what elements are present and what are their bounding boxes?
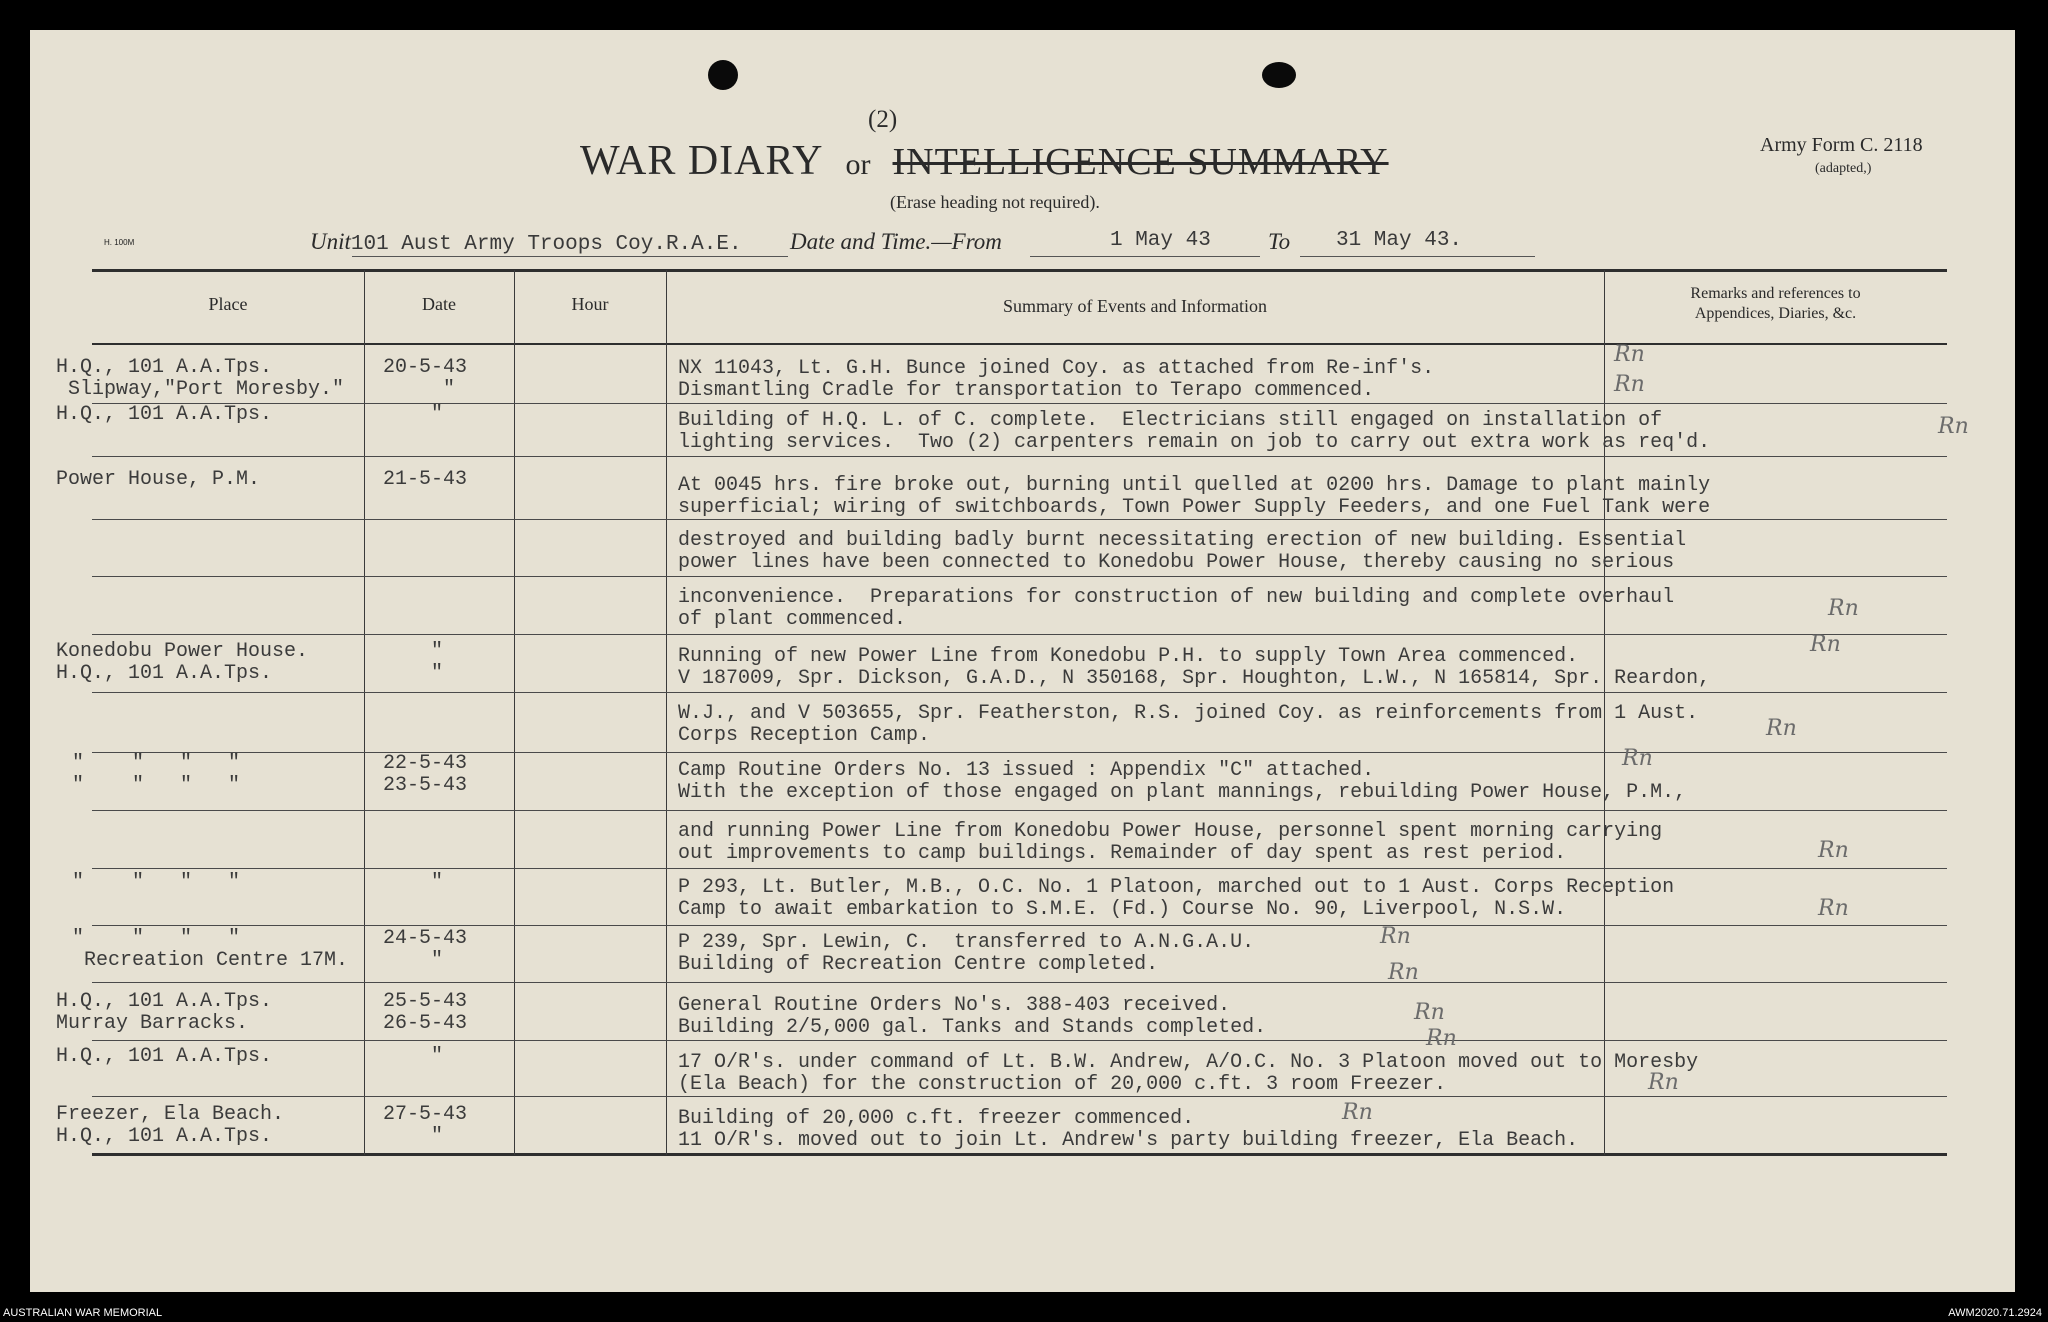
date-time-label: Date and Time.—From bbox=[790, 229, 1002, 254]
col-header-hour: Hour bbox=[571, 294, 609, 314]
row-summary: destroyed and building badly burnt necessitating erection of new building. Essential power lines have been connected to Konedobu Power House, thereby causing no serious bbox=[678, 529, 1687, 574]
row-place: H.Q., 101 A.A.Tps. bbox=[56, 1045, 273, 1068]
to-underline bbox=[1300, 256, 1535, 257]
unit-row bbox=[310, 229, 742, 256]
row-date: 22-5-43 23-5-43 bbox=[383, 752, 468, 797]
from-underline bbox=[1030, 256, 1260, 257]
row-date: 24-5-43 " bbox=[383, 927, 468, 972]
col-header-date: Date bbox=[422, 294, 456, 314]
handwritten-initials: Rn bbox=[1818, 896, 1849, 921]
col-header-place: Place bbox=[208, 294, 248, 314]
row-summary: W.J., and V 503655, Spr. Featherston, R.S. joined Coy. as reinforcements from 1 Aust. Corps Reception Camp. bbox=[678, 702, 1699, 747]
row-rule bbox=[92, 925, 1947, 926]
col-header-summary: Summary of Events and Information bbox=[1003, 296, 1267, 316]
row-rule bbox=[92, 403, 1947, 404]
row-summary: Running of new Power Line from Konedobu P.H. to supply Town Area commenced. V 187009, Spr. Dickson, G.A.D., N 350168, Spr. Houghton, L.W., N 165814, Spr. Reardon, bbox=[678, 645, 1711, 690]
row-place: " " " " " " " " bbox=[72, 752, 241, 797]
row-date: 27-5-43 " bbox=[383, 1103, 468, 1148]
unit-label: Unit bbox=[310, 229, 351, 254]
handwritten-initials: Rn bbox=[1648, 1070, 1679, 1095]
handwritten-initials: Rn bbox=[1766, 716, 1797, 741]
row-place: " " " " bbox=[72, 871, 241, 894]
row-place: " " " " Recreation Centre 17M. bbox=[72, 927, 349, 972]
handwritten-initials: Rn bbox=[1342, 1100, 1373, 1125]
page-number: (2) bbox=[868, 106, 898, 133]
row-summary: P 293, Lt. Butler, M.B., O.C. No. 1 Platoon, marched out to 1 Aust. Corps Reception Camp to await embarkation to S.M.E. (Fd.) Course No. 90, Liverpool, N.S.W. bbox=[678, 876, 1675, 921]
row-summary: Building of 20,000 c.ft. freezer commenced. 11 O/R's. moved out to join Lt. Andrew's party building freezer, Ela Beach. bbox=[678, 1107, 1579, 1152]
row-place: Freezer, Ela Beach. H.Q., 101 A.A.Tps. bbox=[56, 1103, 285, 1148]
row-rule bbox=[92, 982, 1947, 983]
row-place: Power House, P.M. bbox=[56, 468, 261, 491]
handwritten-initials: Rn bbox=[1622, 746, 1653, 771]
handwritten-initials: Rn bbox=[1614, 342, 1645, 367]
header-bottom-rule bbox=[92, 343, 1947, 345]
table-top-rule bbox=[92, 269, 1947, 272]
army-form-label: Army Form C. 2118 bbox=[1760, 134, 1923, 156]
row-date: " " bbox=[431, 640, 444, 685]
row-summary: P 239, Spr. Lewin, C. transferred to A.N.G.A.U. Building of Recreation Centre completed. bbox=[678, 931, 1255, 976]
to-date: 31 May 43. bbox=[1336, 229, 1463, 252]
form-title bbox=[580, 137, 1480, 185]
table-bottom-rule bbox=[92, 1153, 1947, 1156]
row-summary: General Routine Orders No's. 388-403 received. Building 2/5,000 gal. Tanks and Stands completed. bbox=[678, 994, 1267, 1039]
form-code: H. 100M bbox=[104, 238, 135, 247]
row-date: 25-5-43 26-5-43 bbox=[383, 990, 468, 1035]
row-summary: inconvenience. Preparations for construction of new building and complete overhaul of plant commenced. bbox=[678, 586, 1675, 631]
from-date: 1 May 43 bbox=[1110, 229, 1211, 252]
handwritten-initials: Rn bbox=[1810, 632, 1841, 657]
row-place: H.Q., 101 A.A.Tps. Murray Barracks. bbox=[56, 990, 273, 1035]
title-struck-heading: INTELLIGENCE SUMMARY bbox=[892, 141, 1389, 183]
handwritten-initials: Rn bbox=[1828, 596, 1859, 621]
handwritten-initials: Rn bbox=[1818, 838, 1849, 863]
punch-hole-right bbox=[1262, 62, 1296, 88]
punch-hole-left bbox=[708, 60, 738, 90]
to-label: To bbox=[1268, 229, 1291, 254]
row-date: " bbox=[383, 1045, 444, 1068]
footer-credit: AUSTRALIAN WAR MEMORIAL bbox=[3, 1307, 163, 1319]
row-summary: and running Power Line from Konedobu Power House, personnel spent morning carrying out improvements to camp buildings. Remainder of day spent as rest period. bbox=[678, 820, 1663, 865]
row-rule bbox=[92, 1040, 1947, 1041]
title-war-diary: WAR DIARY bbox=[580, 138, 824, 184]
row-rule bbox=[92, 456, 1947, 457]
erase-note: (Erase heading not required). bbox=[890, 192, 1100, 212]
col-header-remarks-line1: Remarks and references to bbox=[1690, 285, 1861, 302]
title-or: or bbox=[845, 148, 871, 181]
row-rule bbox=[92, 810, 1947, 811]
footer-accession-number: AWM2020.71.2924 bbox=[1948, 1307, 2042, 1319]
handwritten-initials: Rn bbox=[1938, 414, 1969, 439]
row-date: " bbox=[383, 403, 444, 426]
handwritten-initials: Rn bbox=[1414, 1000, 1445, 1025]
row-summary: Camp Routine Orders No. 13 issued : Appendix "C" attached. With the exception of those engaged on plant mannings, rebuilding Power House, P.M., bbox=[678, 759, 1687, 804]
row-summary: NX 11043, Lt. G.H. Bunce joined Coy. as attached from Re-inf's. Dismantling Cradle for transportation to Terapo commenced. bbox=[678, 357, 1435, 402]
col-header-remarks-line2: Appendices, Diaries, &c. bbox=[1694, 305, 1857, 322]
row-date: 20-5-43 " bbox=[383, 356, 468, 401]
row-rule bbox=[92, 868, 1947, 869]
unit-value: 101 Aust Army Troops Coy.R.A.E. bbox=[350, 233, 742, 256]
row-rule bbox=[92, 576, 1947, 577]
row-rule bbox=[92, 519, 1947, 520]
row-summary: 17 O/R's. under command of Lt. B.W. Andrew, A/O.C. No. 3 Platoon moved out to Moresby (Ela Beach) for the construction of 20,000 c.ft. 3 room Freezer. bbox=[678, 1051, 1699, 1096]
unit-underline bbox=[352, 256, 788, 257]
handwritten-initials: Rn bbox=[1380, 924, 1411, 949]
row-date: 21-5-43 bbox=[383, 468, 468, 491]
handwritten-initials: Rn bbox=[1426, 1026, 1457, 1051]
row-place: Konedobu Power House. H.Q., 101 A.A.Tps. bbox=[56, 640, 309, 685]
row-rule bbox=[92, 692, 1947, 693]
row-summary: Building of H.Q. L. of C. complete. Electricians still engaged on installation of lighting services. Two (2) carpenters remain on job to carry out extra work as req'd. bbox=[678, 409, 1711, 454]
handwritten-initials: Rn bbox=[1388, 960, 1419, 985]
row-place: H.Q., 101 A.A.Tps. Slipway,"Port Moresby." bbox=[56, 356, 345, 401]
row-summary: At 0045 hrs. fire broke out, burning until quelled at 0200 hrs. Damage to plant mainly superficial; wiring of switchboards, Town Power Supply Feeders, and one Fuel Tank were bbox=[678, 474, 1711, 519]
handwritten-initials: Rn bbox=[1614, 372, 1645, 397]
row-place: H.Q., 101 A.A.Tps. bbox=[56, 403, 273, 426]
row-date: " bbox=[383, 871, 444, 894]
row-rule bbox=[92, 1096, 1947, 1097]
adapted-label: (adapted,) bbox=[1815, 161, 1872, 176]
row-rule bbox=[92, 752, 1947, 753]
row-rule bbox=[92, 634, 1947, 635]
